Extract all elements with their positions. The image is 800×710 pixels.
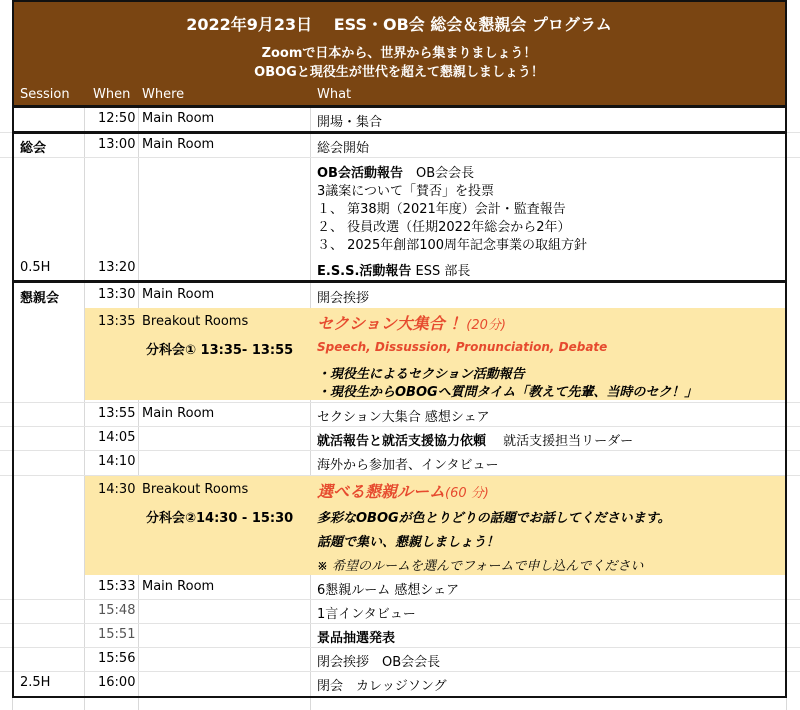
program-subtitle-1: Zoomで日本から、世界から集まりましょう！ [261, 46, 537, 61]
ob-report-speaker: OB会会長 [402, 166, 475, 181]
time-cell: 15:33 [98, 579, 136, 594]
session-cell: 2.5H [20, 675, 51, 690]
time-cell: 15:48 [98, 603, 136, 618]
what-cell: 多彩なOBOGが色とりどりの話題でお話してくださいます。 [317, 511, 671, 526]
column-header-session: Session [20, 87, 70, 102]
what-cell: 閉会 カレッジソング [317, 679, 447, 694]
what-cell: 話題で集い、懇親しましょう！ [317, 535, 500, 550]
what-cell: セクション大集合 感想シェア [317, 410, 490, 425]
session-cell: 0.5H [20, 260, 51, 275]
section-detail-line: ・現役生によるセクション活動報告 [317, 367, 525, 382]
breakout-session-cell: 分科会① 13:35- 13:55 [146, 343, 294, 358]
job-report-title: 就活報告と就活支援協力依頼 [317, 434, 487, 449]
time-cell: 14:10 [98, 454, 136, 469]
room-cell: Main Room [142, 579, 215, 594]
program-subtitle-2: OBOGと現役生が世代を超えて懇親しましょう！ [254, 65, 544, 80]
general-meeting-frame [12, 132, 787, 282]
what-cell: 閉会挨拶 OB会会長 [317, 655, 441, 670]
program-title: 2022年9月23日 ESS・OB会 総会＆懇親会 プログラム [186, 15, 612, 34]
header-frame [12, 0, 787, 107]
what-cell: 景品抽選発表 [317, 631, 396, 646]
what-cell: 海外から参加者、インタビュー [317, 458, 499, 473]
agenda-line: １、 第38期（2021年度）会計・監査報告 [317, 202, 566, 217]
section-gathering-title: セクション大集合 ！ [317, 314, 467, 333]
time-cell: 15:51 [98, 627, 136, 642]
session-cell: 懇親会 [20, 291, 60, 306]
column-header-where: Where [142, 87, 185, 102]
time-cell: 16:00 [98, 675, 136, 690]
opening-frame [12, 106, 787, 133]
room-cell: Breakout Rooms [142, 482, 249, 497]
social-room-title: 選べる懇親ルーム [317, 482, 446, 501]
agenda-line: ３、 2025年創部100周年記念事業の取組方針 [317, 238, 588, 253]
time-cell: 14:05 [98, 430, 136, 445]
what-cell: 開場・集合 [317, 115, 383, 130]
room-cell: Main Room [142, 287, 215, 302]
note-cell: ※ 希望のルームを選んでフォームで申し込んでください [317, 559, 644, 574]
time-cell: 13:20 [98, 260, 136, 275]
room-cell: Main Room [142, 406, 215, 421]
column-header-what: What [317, 87, 352, 102]
social-room-duration: (60 分) [445, 486, 489, 501]
ess-report-title: E.S.S.活動報告 [317, 264, 412, 279]
time-cell: 13:30 [98, 287, 136, 302]
what-cell: 開会挨拶 [317, 291, 370, 306]
what-cell: 1言インタビュー [317, 607, 416, 622]
section-list: Speech, Dissussion, Pronunciation, Debate [317, 340, 608, 354]
job-report-speaker: 就活支援担当リーダー [486, 434, 634, 449]
time-cell: 13:55 [98, 406, 136, 421]
time-cell: 13:00 [98, 137, 136, 152]
room-cell: Breakout Rooms [142, 314, 249, 329]
what-cell: 6懇親ルーム 感想シェア [317, 583, 460, 598]
section-detail-line: ・現役生からOBOGへ質問タイム「教えて先輩、当時のセク！」 [317, 385, 698, 400]
social-meeting-frame [12, 281, 787, 698]
time-cell: 14:30 [98, 482, 136, 497]
ob-report-title: OB会活動報告 [317, 166, 403, 181]
room-cell: Main Room [142, 111, 215, 126]
what-cell: 総会開始 [317, 141, 370, 156]
session-cell: 総会 [20, 141, 47, 156]
column-header-when: When [93, 87, 131, 102]
room-cell: Main Room [142, 137, 215, 152]
ess-report-speaker: ESS 部長 [411, 264, 471, 279]
section-gathering-duration: (20分) [466, 318, 506, 333]
agenda-line: ２、 役員改選（任期2022年総会から2年） [317, 220, 571, 235]
breakout-session-cell: 分科会②14:30 - 15:30 [146, 511, 294, 526]
time-cell: 12:50 [98, 111, 136, 126]
time-cell: 13:35 [98, 314, 136, 329]
agenda-line: 3議案について「賛否」を投票 [317, 184, 495, 199]
time-cell: 15:56 [98, 651, 136, 666]
